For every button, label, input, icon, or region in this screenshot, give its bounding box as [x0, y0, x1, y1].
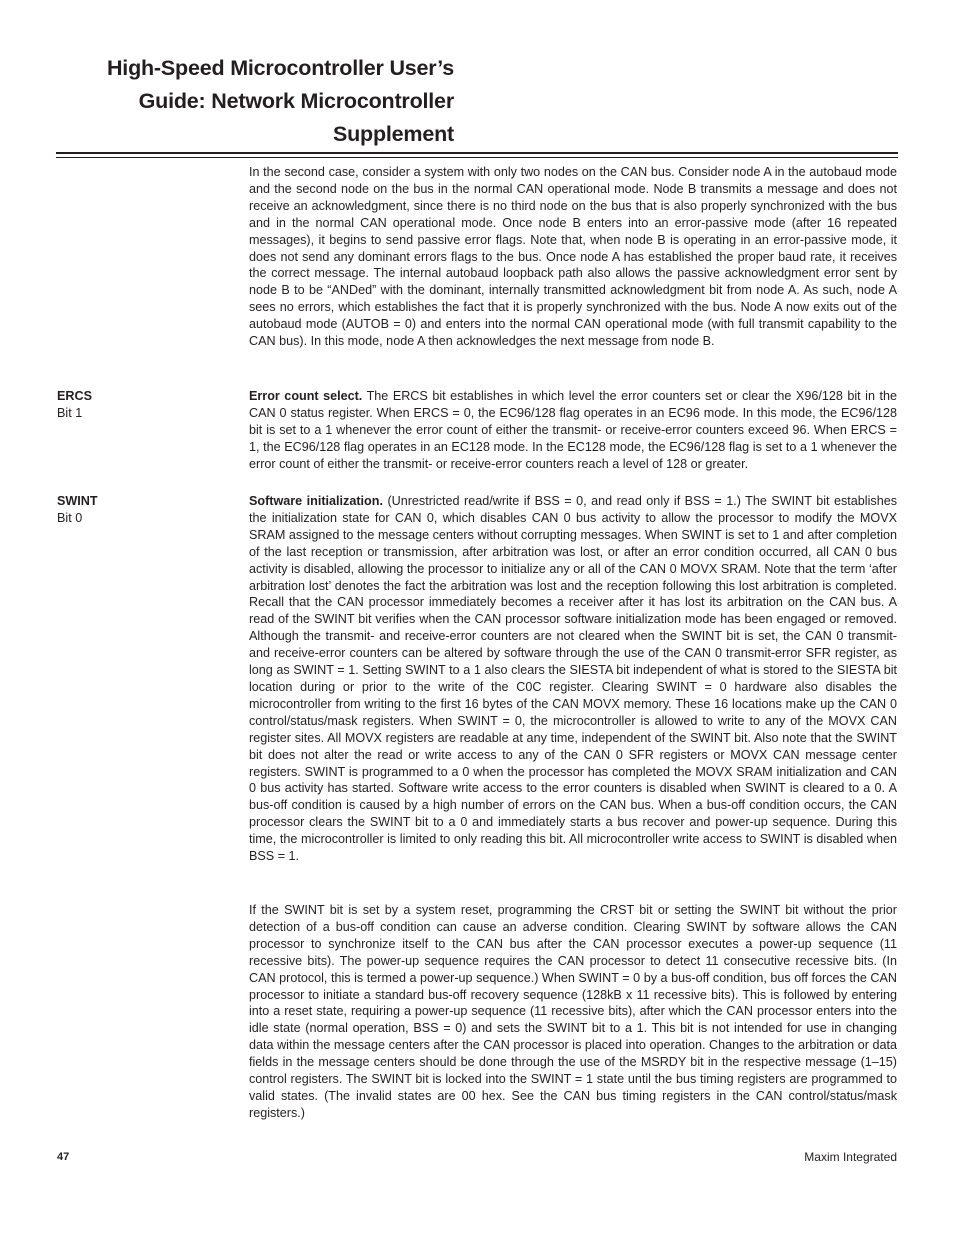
swint-label: [57, 493, 98, 527]
title-line-3: Supplement: [332, 122, 454, 146]
swint-description-continued: If the SWINT bit is set by a system reset, programming the CRST bit or setting the SWINT bit without the prior detection of a bus-off condition can cause an adverse condition. Clearing SWINT by software allows the CAN processor to synchronize itself to the CAN bus after the CAN processor executes a power-up sequence (11 recessive bits). The power-up sequence requires the CAN processor to detect 11 consecutive recessive bits. (In CAN protocol, this is termed a power-up sequence.) When SWINT = 0 by a bus-off condition, bus off forces the CAN processor to initiate a standard bus-off recovery sequence (128kB x 11 recessive bits). This is followed by entering into a reset state, requiring a power-up sequence (11 recessive bits), after which the CAN processor enters into the idle state (normal operation, BSS = 0) and sets the SWINT bit to a 1. This bit is not intended for use in changing data within the message centers after the CAN processor is placed into operation. Changes to the arbitration or data fields in the message centers should be done through the use of the MSRDY bit in the respective message (1–15) control registers. The SWINT bit is locked into the SWINT = 1 state until the bus timing registers are programmed to valid states. (The invalid states are 00 hex. See the CAN bus timing registers in the CAN control/status/mask registers.): [249, 903, 897, 1120]
swint-description: [249, 493, 897, 865]
intro-paragraph: In the second case, consider a system with only two nodes on the CAN bus. Consider node A in the autobaud mode and the second node on the bus in the normal CAN operational mode. Node B transmits a message and does not receive an acknowledgment, since there is no third node on the bus that is also properly synchronized with the bus and in the normal CAN operational mode. Once node B enters into an error-passive mode (after 16 repeated messages), it begins to send passive error flags. Note that, when node B is operating in an error-passive mode, it does not send any dominant errors flags to the bus. Once node A has established the proper baud rate, it receives the correct message. The internal autobaud loopback path also allows the passive acknowledgment error sent by node B to be “ANDed” with the dominant, internally transmitted acknowledgment bit from node A. As such, node A sees no errors, which establishes the fact that it is properly synchronized with the bus. Node A now exits out of the autobaud mode (AUTOB = 0) and enters into the normal CAN operational mode (with full transmit capability to the CAN bus). In this mode, node A then acknowledges the next message from node B.: [249, 165, 897, 349]
swint-bit: Bit 0: [57, 510, 83, 525]
ercs-label: [57, 388, 92, 422]
ercs-lead: Error count select.: [249, 389, 363, 403]
ercs-text: The ERCS bit establishes in which level the error counters set or clear the X96/128 bit in the CAN 0 status register. When ERCS = 0, the EC96/128 flag operates in an EC96 mode. In this mode, the EC96/128 bit is set to a 1 whenever the error count of either the transmit- or receive-error counters exceed 96. When ERCS = 1, the EC96/128 flag operates in an EC128 mode. In the EC128 mode, the EC96/128 flag is set to a 1 whenever the error count of either the transmit- or receive-error counters reach a level of 128 or greater.: [249, 389, 897, 471]
ercs-description: [249, 388, 897, 473]
footer-company: Maxim Integrated: [804, 1150, 897, 1164]
ercs-name: ERCS: [57, 389, 92, 403]
swint-text: (Unrestricted read/write if BSS = 0, and read only if BSS = 1.) The SWINT bit establishes the initialization state for CAN 0, which disables CAN 0 bus activity to allow the processor to modify the MOVX SRAM assigned to the message centers without corrupting messages. When SWINT is set to 1 and after completion of the last reception or transmission, after arbitration was lost, or after an error condition occurred, all CAN 0 bus activity is disabled, allowing the processor to initialize any or all of the CAN 0 MOVX SRAM. Note that the term ‘after arbitration lost’ denotes the fact the arbitration was lost and the reception following this lost arbitration is completed. Recall that the CAN processor immediately becomes a receiver after it has lost its arbitration on the CAN bus. A read of the SWINT bit verifies when the CAN processor software initialization mode has been engaged or removed. Although the transmit- and receive-error counters are not cleared when the SWINT bit is set, the CAN 0 transmit- and receive-error counters can be altered by software through the use of the CAN 0 transmit-error SFR register, as long as SWINT = 1. Setting SWINT to a 1 also clears the SIESTA bit independent of what is stored to the SIESTA bit location during or prior to the write of the C0C register. Clearing SWINT = 0 hardware also disables the microcontroller from writing to the first 16 bytes of the CAN MOVX memory. These 16 locations make up the CAN 0 control/status/mask registers. When SWINT = 0, the microcontroller is allowed to write to any of the MOVX CAN register sites. All MOVX registers are readable at any time, independent of the SWINT bit. Also note that the SWINT bit does not alter the read or write access to any of the CAN 0 SFR registers or MOVX CAN message center registers. SWINT is programmed to a 0 when the processor has completed the MOVX SRAM initialization and CAN 0 bus activity has started. Software write access to the error counters is disabled when SWINT is cleared to a 0. A bus-off condition is caused by a high number of errors on the CAN bus. When a bus-off condition occurs, the CAN processor clears the SWINT bit to a 0 and immediately starts a bus recover and power-up sequence. During this time, the microcontroller is limited to only reading this bit. All microcontroller write access to SWINT is disabled when BSS = 1.: [249, 494, 897, 864]
swint-lead: Software initialization.: [249, 494, 383, 508]
page-title: [56, 52, 454, 151]
header-rule-thin: [56, 157, 898, 158]
title-line-2: Guide: Network Microcontroller: [138, 89, 454, 113]
ercs-bit: Bit 1: [57, 405, 83, 420]
header-rule-thick: [56, 152, 898, 154]
page-number: 47: [57, 1151, 70, 1163]
swint-name: SWINT: [57, 494, 98, 508]
title-line-1: High-Speed Microcontroller User’s: [106, 56, 454, 80]
